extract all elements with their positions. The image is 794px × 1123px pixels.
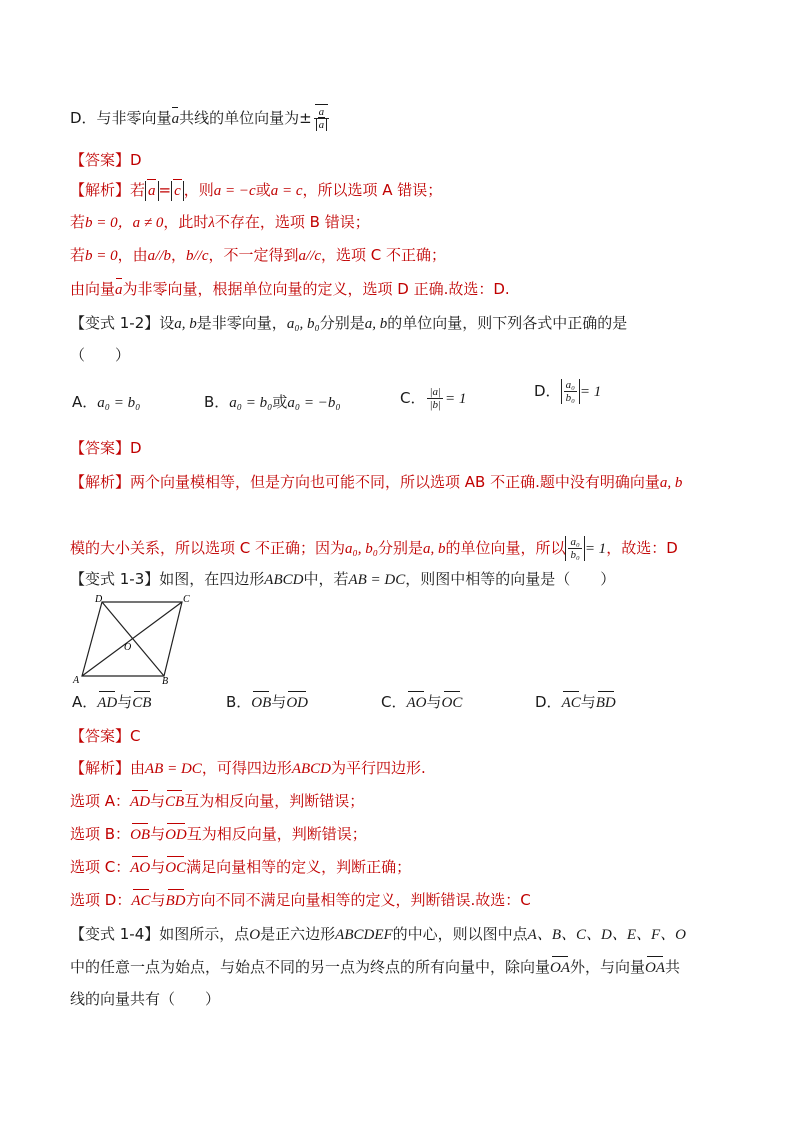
text: 【解析】若 — [70, 181, 146, 199]
variant-1-4-line1 — [70, 924, 730, 945]
unit-vector-fraction — [314, 106, 330, 131]
variant-1-3-line1 — [70, 569, 730, 590]
text: ，则 — [183, 181, 214, 199]
vectors: a₀, b₀ — [286, 316, 320, 332]
text: ，由 — [117, 246, 148, 264]
variant-1-2-paren — [70, 345, 730, 365]
text: 方向不同不满足向量相等的定义，判断错误.故选：C — [185, 891, 531, 909]
label-d: D — [95, 594, 103, 605]
answer-blank: （ ） — [70, 346, 131, 364]
vector: AC — [131, 893, 151, 909]
variant-1-4-line3 — [70, 989, 730, 1009]
text: 分别是 — [319, 314, 365, 332]
text: 共 — [665, 958, 681, 976]
text: ，此时 — [163, 213, 209, 231]
abs-fraction — [561, 379, 580, 404]
item-label: 选项 A： — [70, 792, 131, 810]
analysis-3-item-b — [70, 824, 730, 845]
frac-den: a — [316, 119, 328, 131]
analysis-1-line1: 【解析】若 a = c ，则a = −c或a = c，所以选项 A 错误； — [70, 181, 443, 199]
text: 不存在，选项 B 错误； — [214, 213, 370, 231]
variant-1-3-option-d — [535, 692, 616, 713]
parallelogram-figure — [70, 594, 200, 684]
variant-tag: 【变式 1-3】 — [70, 570, 160, 588]
vectors: a, b — [422, 541, 446, 557]
analysis-3-item-a — [70, 791, 730, 812]
answer-label: 【答案】 — [70, 439, 131, 457]
text: 【解析】由 — [70, 759, 146, 777]
vector: OD — [165, 827, 187, 843]
vector: AO — [406, 695, 427, 711]
vector-oa: OA — [645, 960, 666, 976]
answer-1 — [70, 150, 730, 170]
variant-1-2-option-a — [72, 392, 140, 413]
vector-a: a — [171, 111, 180, 127]
vector: AO — [130, 860, 151, 876]
answer-value: D — [130, 151, 142, 169]
lambda: λ — [208, 215, 215, 231]
quad-name: ABCD — [264, 572, 304, 588]
option-fraction — [427, 386, 443, 411]
analysis-3-item-c — [70, 857, 730, 878]
parallel: b//c — [186, 248, 209, 264]
rhs: = 1 — [584, 541, 607, 557]
text: 中的任意一点为始点，与始点不同的另一点为终点的所有向量中，除向量 — [70, 958, 551, 976]
label-b: B — [162, 676, 169, 684]
vector: AD — [130, 794, 151, 810]
text: ，可得四边形 — [201, 759, 292, 777]
intro-option-d-mid: 共线的单位向量为 — [179, 109, 300, 127]
text: 与 — [271, 693, 287, 711]
vectors: a, b — [364, 316, 388, 332]
text: ，故选：D — [606, 539, 678, 557]
vectors: a, b — [174, 316, 197, 332]
option-label: B． — [226, 693, 252, 711]
text: 为非零向量，根据单位向量的定义，选项 D 正确.故选：D. — [122, 280, 510, 298]
frac-den: b₀ — [565, 392, 575, 404]
option-label: A． — [72, 393, 98, 411]
equation: a = −c — [213, 183, 256, 199]
abs-c: c — [171, 181, 184, 201]
vector: CB — [165, 794, 185, 810]
vector: OD — [286, 695, 308, 711]
option-expr: a₀ = b₀ — [229, 395, 273, 411]
variant-1-3-option-b — [226, 692, 308, 713]
variant-tag: 【变式 1-4】 — [70, 925, 160, 943]
text: 互为相反向量，判断错误； — [184, 792, 365, 810]
variant-1-2-line1 — [70, 313, 730, 334]
abs-fraction — [565, 536, 584, 561]
vector: OB — [130, 827, 151, 843]
text: 与 — [150, 858, 166, 876]
text: 的单位向量，则下列各式中正确的是 — [387, 314, 628, 332]
option-label: B． — [204, 393, 230, 411]
text: 若 — [70, 246, 86, 264]
label-c: C — [183, 594, 190, 605]
analysis-2-line2 — [70, 536, 730, 561]
text: ，则图中相等的向量是（ ） — [405, 570, 616, 588]
parallel: a//b — [147, 248, 171, 264]
frac-den: b₀ — [570, 549, 580, 561]
text: 或 — [255, 181, 271, 199]
text: 与 — [150, 792, 166, 810]
text: 分别是 — [377, 539, 423, 557]
variant-1-3-option-c — [381, 692, 462, 713]
hexagon-name: ABCDEF — [335, 927, 393, 943]
vector: CB — [132, 695, 152, 711]
parallel: a//c — [298, 248, 322, 264]
answer-value: D — [130, 439, 142, 457]
analysis-1-line4 — [70, 279, 730, 300]
equation: a = c — [270, 183, 303, 199]
text: 是正六边形 — [260, 925, 336, 943]
text: 如图所示，点 — [159, 925, 250, 943]
plus-minus: ± — [299, 109, 312, 127]
vector-a: a — [115, 282, 123, 298]
vector: BD — [595, 695, 616, 711]
analysis-3-item-d — [70, 890, 730, 911]
answer-label: 【答案】 — [70, 727, 131, 745]
text: 或 — [272, 393, 288, 411]
condition: b = 0，a ≠ 0 — [85, 215, 164, 231]
frac-den: |b| — [429, 399, 442, 411]
diagonal-bd — [102, 602, 164, 676]
quad-name: ABCD — [291, 761, 331, 777]
text: 与 — [580, 693, 596, 711]
text: 外，与向量 — [570, 958, 646, 976]
text: ，选项 C 不正确； — [321, 246, 447, 264]
text: 与 — [150, 891, 166, 909]
item-label: 选项 B： — [70, 825, 131, 843]
point-o: O — [249, 927, 261, 943]
option-label: A． — [72, 693, 98, 711]
item-label: 选项 D： — [70, 891, 132, 909]
intro-option-d — [70, 106, 730, 131]
text: 由向量 — [70, 280, 116, 298]
variant-1-2-option-b — [204, 392, 341, 413]
text: 与 — [117, 693, 133, 711]
vector: OC — [441, 695, 463, 711]
vector: BD — [165, 893, 186, 909]
analysis-3-line1 — [70, 758, 730, 779]
option-expr: a₀ = −b₀ — [287, 395, 341, 411]
text: 中，若 — [303, 570, 349, 588]
text: 【解析】两个向量模相等，但是方向也可能不同，所以选项 AB 不正确.题中没有明确向量 — [70, 473, 660, 491]
variant-1-2-option-d — [534, 379, 601, 404]
rhs: = 1 — [579, 384, 602, 400]
text: 与 — [150, 825, 166, 843]
option-expr: a₀ = b₀ — [97, 395, 141, 411]
text: 若 — [70, 213, 86, 231]
vectors: a, b — [659, 475, 683, 491]
text: 满足向量相等的定义，判断正确； — [186, 858, 412, 876]
variant-tag: 【变式 1-2】 — [70, 314, 160, 332]
frac-num: a — [314, 106, 330, 119]
vector: AC — [561, 695, 581, 711]
frac-num: a₀ — [565, 379, 575, 391]
text: 的单位向量，所以 — [445, 539, 566, 557]
variant-1-3-option-a — [72, 692, 151, 713]
label-o: O — [124, 642, 132, 653]
text: ，不一定得到 — [208, 246, 299, 264]
vectors: a₀, b₀ — [345, 541, 378, 557]
answer-3 — [70, 726, 730, 746]
variant-1-4-line2 — [70, 957, 730, 978]
item-label: 选项 C： — [70, 858, 131, 876]
analysis-2-line1 — [70, 472, 730, 493]
option-label: D． — [534, 382, 561, 400]
variant-1-2-option-c — [400, 386, 466, 411]
text: 设 — [159, 314, 175, 332]
text: 为平行四边形. — [331, 759, 426, 777]
vector-oa: OA — [550, 960, 571, 976]
abs-a: a — [145, 181, 159, 201]
frac-num: |a| — [429, 386, 442, 398]
answer-value: C — [130, 727, 141, 745]
text: ，所以选项 A 错误； — [302, 181, 443, 199]
text: 模的大小关系，所以选项 C 不正确；因为 — [70, 539, 346, 557]
frac-num: a₀ — [570, 536, 580, 548]
equation: AB = DC — [348, 572, 406, 588]
vector: AD — [97, 695, 118, 711]
option-label: C． — [381, 693, 407, 711]
condition: b = 0 — [85, 248, 118, 264]
equation: AB = DC — [145, 761, 202, 777]
intro-option-d-label: D．与非零向量 — [70, 109, 172, 127]
rhs: = 1 — [445, 391, 467, 407]
vector: OC — [165, 860, 187, 876]
option-label: D． — [535, 693, 562, 711]
answer-2 — [70, 438, 730, 458]
text: 线的向量共有（ ） — [70, 990, 221, 1008]
label-a: A — [73, 675, 80, 684]
analysis-1-line2 — [70, 212, 730, 233]
text: 互为相反向量，判断错误； — [186, 825, 367, 843]
analysis-1-line3: 若b = 0，由a//b，b//c，不一定得到a//c，选项 C 不正确； — [70, 246, 447, 264]
text: 如图，在四边形 — [159, 570, 265, 588]
points-list: A、B、C、D、E、F、O — [527, 927, 686, 943]
option-label: C． — [400, 389, 426, 407]
text: 与 — [426, 693, 442, 711]
text: 是非零向量， — [196, 314, 287, 332]
vector: OB — [251, 695, 272, 711]
answer-label: 【答案】 — [70, 151, 131, 169]
text: 的中心，则以图中点 — [392, 925, 528, 943]
